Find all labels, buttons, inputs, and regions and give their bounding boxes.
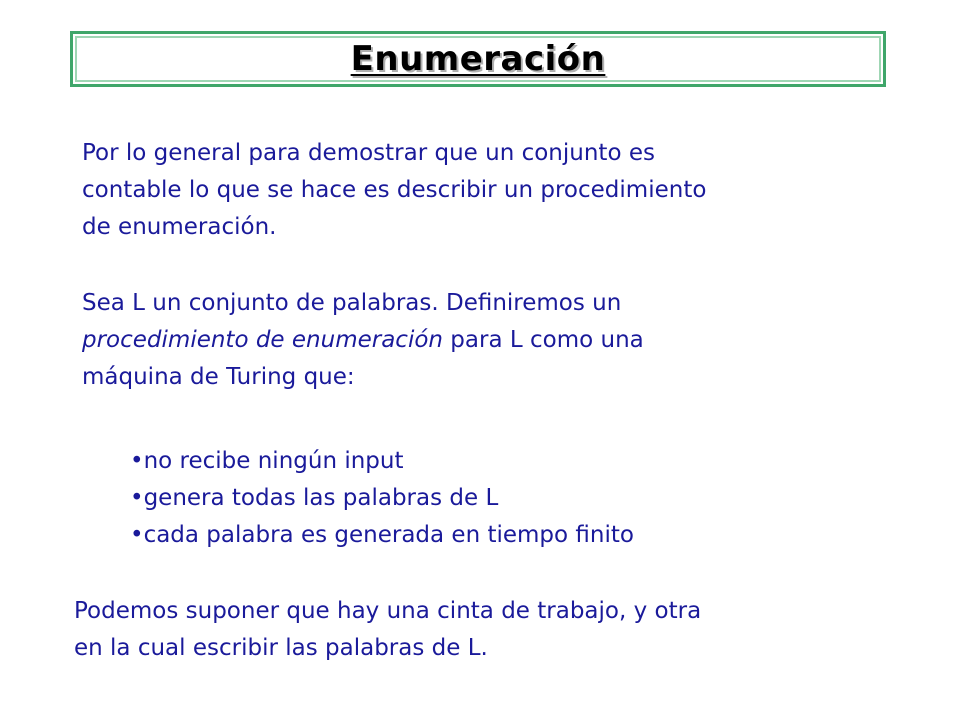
bullet-item: •cada palabra es generada en tiempo finito [130,522,634,548]
bullet-list [130,443,634,554]
bullet-item: •no recibe ningún input [130,448,404,474]
slide-title: Enumeración [350,39,606,79]
intro-line: contable lo que se hace es describir un procedimiento [82,177,707,203]
intro-line: de enumeración. [82,214,277,240]
definition-paragraph [82,285,644,396]
closing-line: en la cual escribir las palabras de L. [74,635,488,661]
closing-line: Podemos suponer que hay una cinta de trabajo, y otra [74,598,702,624]
definition-line [82,322,644,359]
bullet-item: •genera todas las palabras de L [130,485,499,511]
title-banner [70,31,886,87]
definition-line: máquina de Turing que: [82,364,355,390]
definition-term: procedimiento de enumeración [82,327,443,353]
closing-paragraph [74,593,701,667]
definition-line: Sea L un conjunto de palabras. Definiremos un [82,290,622,316]
definition-line-rest: para L como una [443,327,644,353]
intro-line: Por lo general para demostrar que un conjunto es [82,140,655,166]
intro-paragraph [82,135,706,246]
